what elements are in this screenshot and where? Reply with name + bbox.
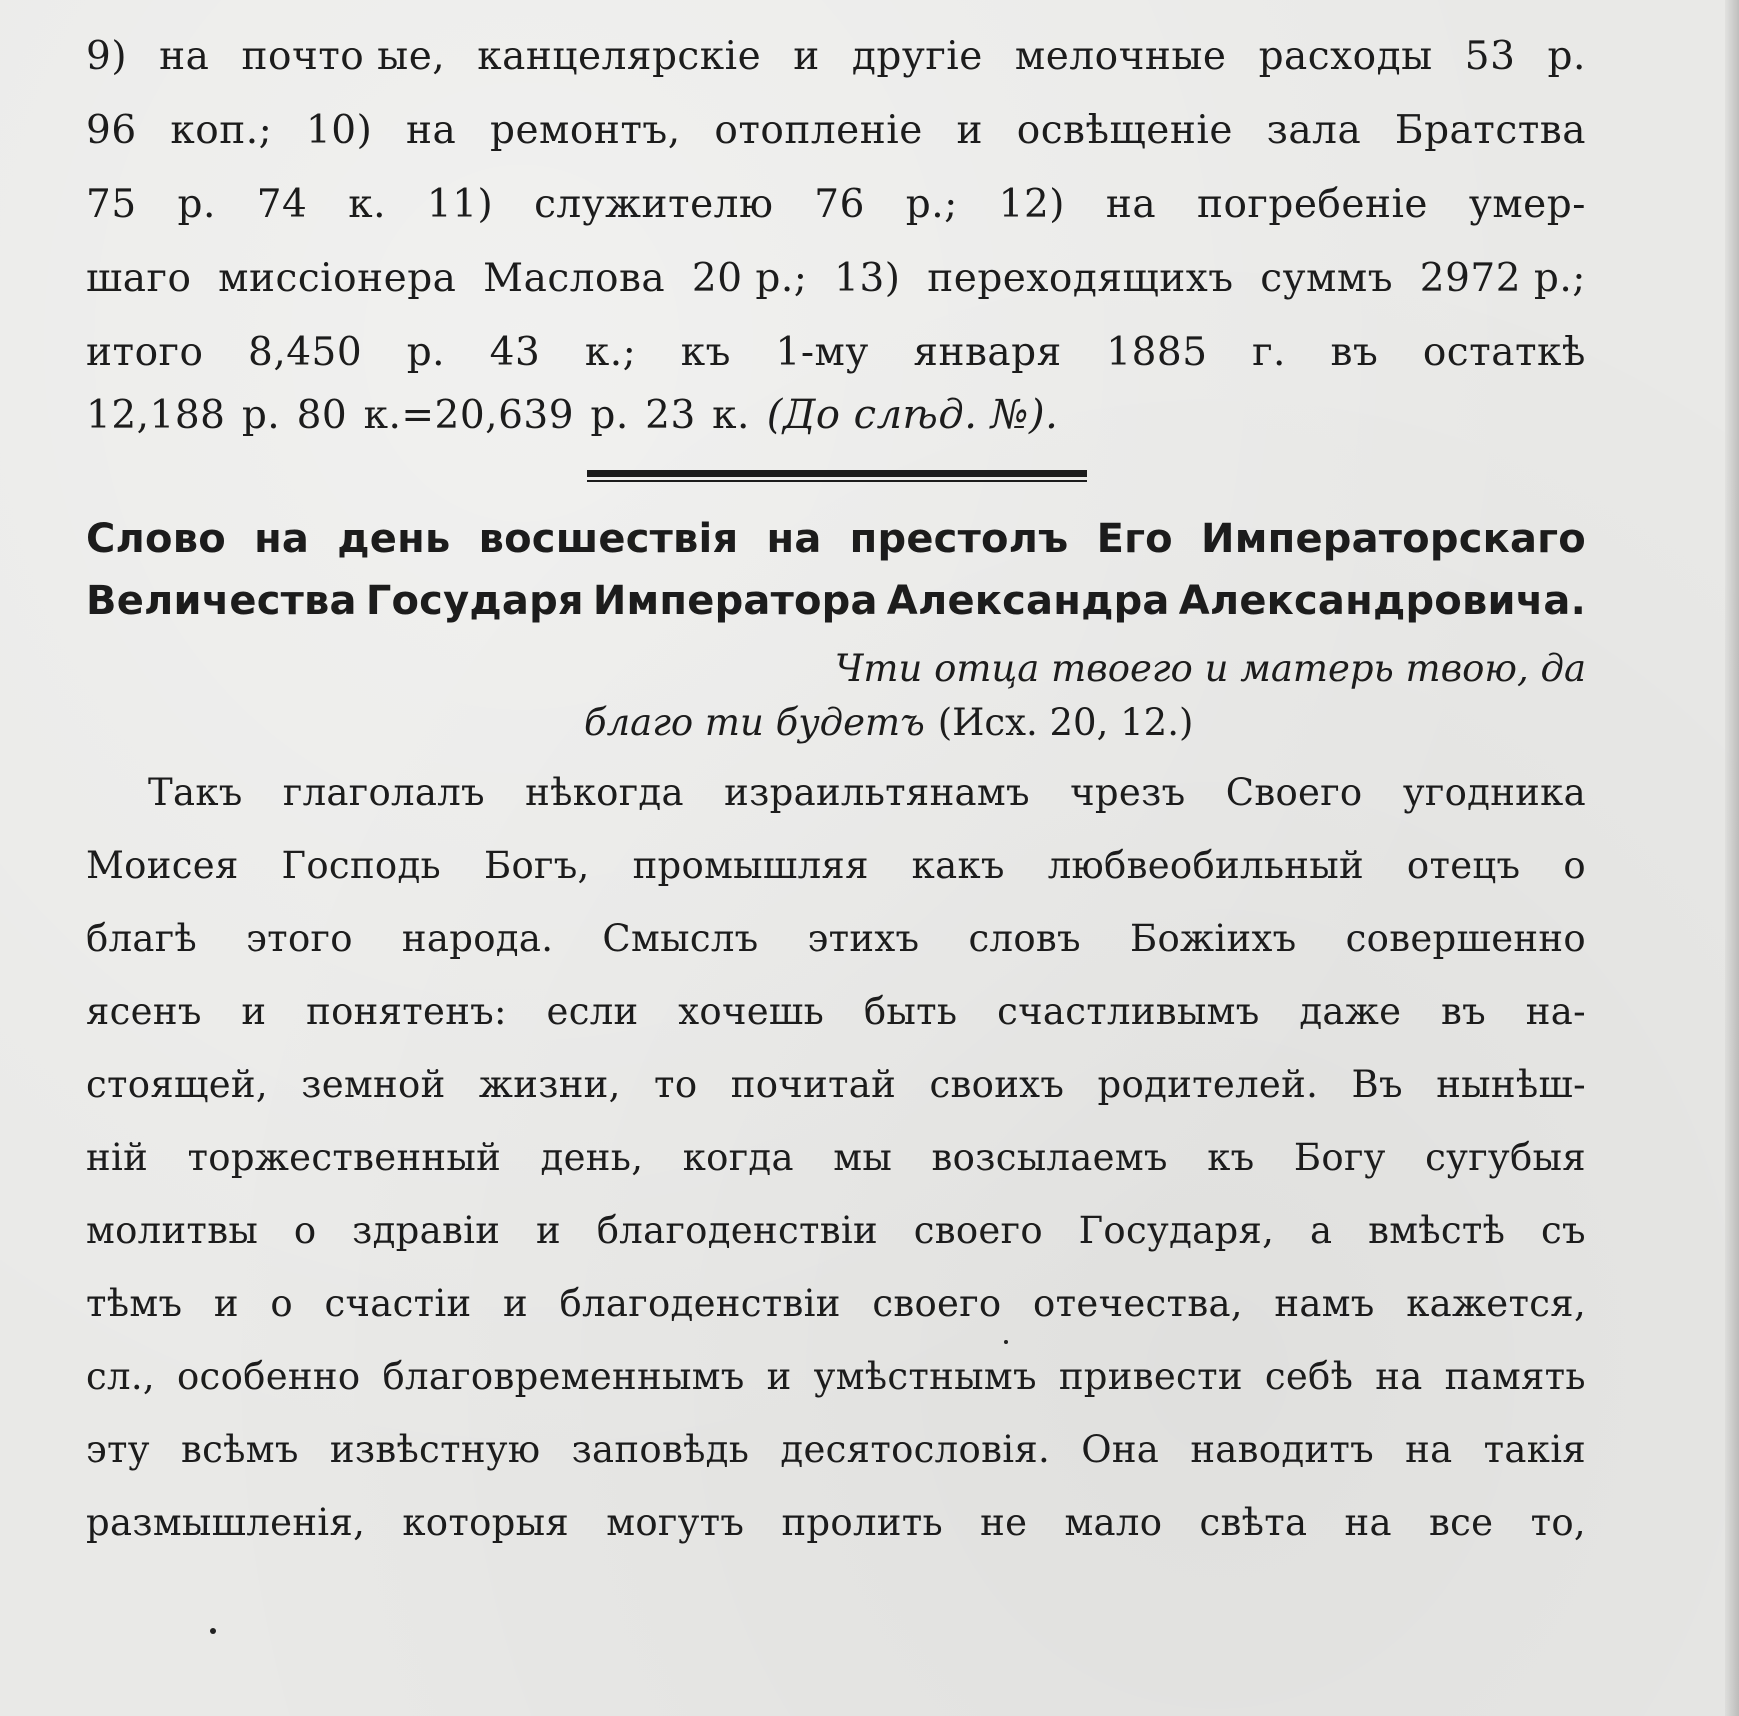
word: о (293, 1209, 317, 1252)
title-word: Величества (86, 578, 357, 624)
title-word: Александра (886, 578, 1170, 624)
word: угодника (1402, 771, 1586, 814)
word: и (766, 1355, 792, 1398)
title-word: на (254, 516, 310, 562)
word: если (546, 990, 639, 1033)
word: размышленія, (86, 1501, 366, 1544)
word: къ (680, 330, 731, 375)
word: промышляя (632, 844, 869, 887)
body-line (86, 975, 1586, 1048)
epigraph-line-1 (584, 640, 1586, 698)
word: освѣщеніе (1016, 108, 1233, 153)
word: р. (241, 393, 281, 438)
word: Смыслъ (602, 917, 759, 960)
word: 12,188 (86, 393, 226, 438)
title-word: Александровича. (1178, 578, 1586, 624)
word: тѣмъ (86, 1282, 183, 1325)
word: 13) (834, 256, 901, 301)
word: 20 р.; (691, 256, 808, 301)
word: погребеніе (1196, 182, 1429, 227)
title-word: Императорскаго (1201, 516, 1586, 562)
word: кажется, (1406, 1282, 1586, 1325)
word: 10) (305, 108, 373, 153)
word: этого (246, 917, 353, 960)
report-total-line (86, 378, 1586, 452)
word: итого (86, 330, 204, 375)
word: Маслова (483, 256, 666, 301)
word: день, (540, 1136, 644, 1179)
body-line (86, 1121, 1586, 1194)
body-line (86, 1267, 1586, 1340)
continuation-note: (До слѣд. №). (766, 392, 1059, 438)
sermon-title-line-2 (86, 570, 1586, 632)
epigraph-text: благо ти будетъ (584, 701, 925, 744)
word: 8,450 (248, 330, 363, 375)
word: родителей. (1097, 1063, 1319, 1106)
word: счастіи (324, 1282, 472, 1325)
word: другіе (851, 34, 983, 79)
word: эту (86, 1428, 150, 1471)
word: о (270, 1282, 293, 1325)
word: мелочные (1014, 34, 1227, 79)
word: понятенъ: (306, 990, 507, 1033)
word: 11) (426, 182, 494, 227)
body-line (86, 1340, 1586, 1413)
epigraph-line-2 (584, 694, 1586, 752)
title-word: престолъ (849, 516, 1069, 562)
body-line (148, 756, 1586, 829)
word: отопленіе (714, 108, 923, 153)
word: 1-му (775, 330, 869, 375)
word: когда (682, 1136, 794, 1179)
title-word: Его (1096, 516, 1173, 562)
word: а (1309, 1209, 1333, 1252)
epigraph-text: Чти отца твоего и матерь твою, да (834, 647, 1586, 690)
word: десятословія. (780, 1428, 1051, 1471)
word: съ (1541, 1209, 1586, 1252)
word: то (654, 1063, 698, 1106)
word: себѣ (1264, 1355, 1354, 1398)
body-line (86, 1048, 1586, 1121)
title-word: день (337, 516, 451, 562)
word: память (1444, 1355, 1586, 1398)
word: не (980, 1501, 1028, 1544)
word: наводитъ (1190, 1428, 1375, 1471)
word: 23 (645, 393, 696, 438)
word: р. (1547, 34, 1586, 79)
word: и (956, 108, 984, 153)
word: расходы (1258, 34, 1433, 79)
word: р. (406, 330, 446, 375)
body-line (86, 1486, 1586, 1559)
word: коп.; (170, 108, 273, 153)
section-divider-thick (587, 470, 1087, 477)
word: остаткѣ (1422, 330, 1586, 375)
word: въ (1330, 330, 1379, 375)
word: къ (1207, 1136, 1255, 1179)
word: умер- (1468, 182, 1586, 227)
word: миссіонера (218, 256, 457, 301)
report-line (86, 94, 1586, 168)
word: на (1375, 1355, 1423, 1398)
body-line (86, 1194, 1586, 1267)
body-line (86, 1413, 1586, 1486)
word: к.=20,639 (363, 393, 575, 438)
word: особенно (176, 1355, 361, 1398)
word: быть (863, 990, 958, 1033)
word: всѣмъ (181, 1428, 299, 1471)
ink-speck (1004, 1340, 1008, 1344)
word: 43 (489, 330, 541, 375)
cut-off-top-line (86, 0, 1586, 8)
word: такія (1483, 1428, 1586, 1471)
sermon-title-line-1 (86, 508, 1586, 570)
word: 9) (86, 34, 128, 79)
word: мы (833, 1136, 893, 1179)
title-word: Императора (592, 578, 878, 624)
word: торжественный (187, 1136, 502, 1179)
word: о (1563, 844, 1586, 887)
word: ясенъ (86, 990, 202, 1033)
word: благѣ (86, 917, 198, 960)
scripture-reference: (Исх. 20, 12.) (937, 701, 1194, 744)
word: Божіихъ (1129, 917, 1297, 960)
word: Богу (1293, 1136, 1386, 1179)
word: словъ (968, 917, 1081, 960)
word: любвеобильный (1047, 844, 1364, 887)
word: молитвы (86, 1209, 259, 1252)
word: 2972 р.; (1419, 256, 1586, 301)
word: какъ (911, 844, 1005, 887)
word: намъ (1274, 1282, 1375, 1325)
word: шаго (86, 256, 192, 301)
word: могутъ (606, 1501, 745, 1544)
word: Она (1081, 1428, 1160, 1471)
word: 76 (814, 182, 865, 227)
word: 74 (256, 182, 308, 227)
word: привести (1058, 1355, 1243, 1398)
word: отецъ (1406, 844, 1521, 887)
word: Господь (281, 844, 442, 887)
report-line (86, 168, 1586, 242)
word: израильтянамъ (724, 771, 1030, 814)
word: на- (1525, 990, 1586, 1033)
word: зала (1266, 108, 1362, 153)
title-word: Слово (86, 516, 226, 562)
word: отечества, (1033, 1282, 1243, 1325)
page-edge-shadow (1725, 0, 1739, 1716)
word: 96 (86, 108, 137, 153)
word: на (1344, 1501, 1392, 1544)
word: совершенно (1345, 917, 1586, 960)
word: своихъ (929, 1063, 1065, 1106)
word: которыя (402, 1501, 570, 1544)
word: здравіи (352, 1209, 501, 1252)
word: заповѣдь (571, 1428, 750, 1471)
word: счастливымъ (997, 990, 1260, 1033)
word: народа. (401, 917, 554, 960)
body-line (86, 902, 1586, 975)
word: земной (301, 1063, 446, 1106)
word: января (913, 330, 1062, 375)
word: благоденствіи (596, 1209, 878, 1252)
word: Государя, (1078, 1209, 1275, 1252)
word: Моисея (86, 844, 239, 887)
word: и (793, 34, 820, 79)
ink-speck (210, 1628, 216, 1634)
word: стоящей, (86, 1063, 268, 1106)
word: к. (348, 182, 387, 227)
word: 75 (86, 182, 137, 227)
word: ремонтъ, (490, 108, 681, 153)
word: и (503, 1282, 528, 1325)
word: Въ (1351, 1063, 1403, 1106)
word: р. (590, 393, 629, 438)
title-word: на (766, 516, 822, 562)
word: своего (913, 1209, 1043, 1252)
word: Братства (1394, 108, 1586, 153)
word: 53 (1464, 34, 1516, 79)
word: р. (177, 182, 216, 227)
word: почто ые, (241, 34, 446, 79)
word: все (1429, 1501, 1494, 1544)
word: сл., (86, 1355, 155, 1398)
word: к.; (584, 330, 637, 375)
word: благоденствіи (559, 1282, 841, 1325)
word: канцелярскіе (477, 34, 762, 79)
word: чрезъ (1070, 771, 1186, 814)
word: к. (712, 393, 750, 438)
report-line (86, 242, 1586, 316)
word: на (406, 108, 457, 153)
word: извѣстную (329, 1428, 541, 1471)
word: нѣкогда (525, 771, 684, 814)
section-divider-thin (587, 480, 1087, 482)
word: своего (872, 1282, 1002, 1325)
word: пролить (781, 1501, 943, 1544)
word: Такъ (148, 771, 243, 814)
word: и (241, 990, 267, 1033)
word: и (213, 1282, 239, 1325)
title-word: Государя (365, 578, 584, 624)
word: почитай (730, 1063, 897, 1106)
word: благовременнымъ (382, 1355, 745, 1398)
word: ній (86, 1136, 149, 1179)
word: жизни, (478, 1063, 621, 1106)
word: глаголалъ (282, 771, 485, 814)
word: г. (1252, 330, 1286, 375)
word: свѣта (1199, 1501, 1308, 1544)
word: хочешь (678, 990, 825, 1033)
word: на (159, 34, 210, 79)
word: служителю (534, 182, 774, 227)
word: р.; (905, 182, 958, 227)
word: на (1405, 1428, 1453, 1471)
word: и (536, 1209, 561, 1252)
word: возсылаемъ (931, 1136, 1168, 1179)
word: умѣстнымъ (813, 1355, 1037, 1398)
body-line (86, 829, 1586, 902)
word: Своего (1225, 771, 1363, 814)
word: вмѣстѣ (1368, 1209, 1506, 1252)
word: въ (1441, 990, 1487, 1033)
word: нынѣш- (1436, 1063, 1586, 1106)
word: на (1105, 182, 1157, 227)
word: 80 (296, 393, 348, 438)
word: этихъ (807, 917, 920, 960)
word: даже (1299, 990, 1402, 1033)
word: 1885 (1106, 330, 1208, 375)
word: 12) (998, 182, 1065, 227)
title-word: восшествія (478, 516, 739, 562)
word: суммъ (1260, 256, 1394, 301)
word: то, (1530, 1501, 1586, 1544)
word: мало (1064, 1501, 1163, 1544)
word: сугубыя (1425, 1136, 1586, 1179)
word: переходящихъ (927, 256, 1234, 301)
report-line (86, 20, 1586, 94)
word: Богъ, (483, 844, 590, 887)
